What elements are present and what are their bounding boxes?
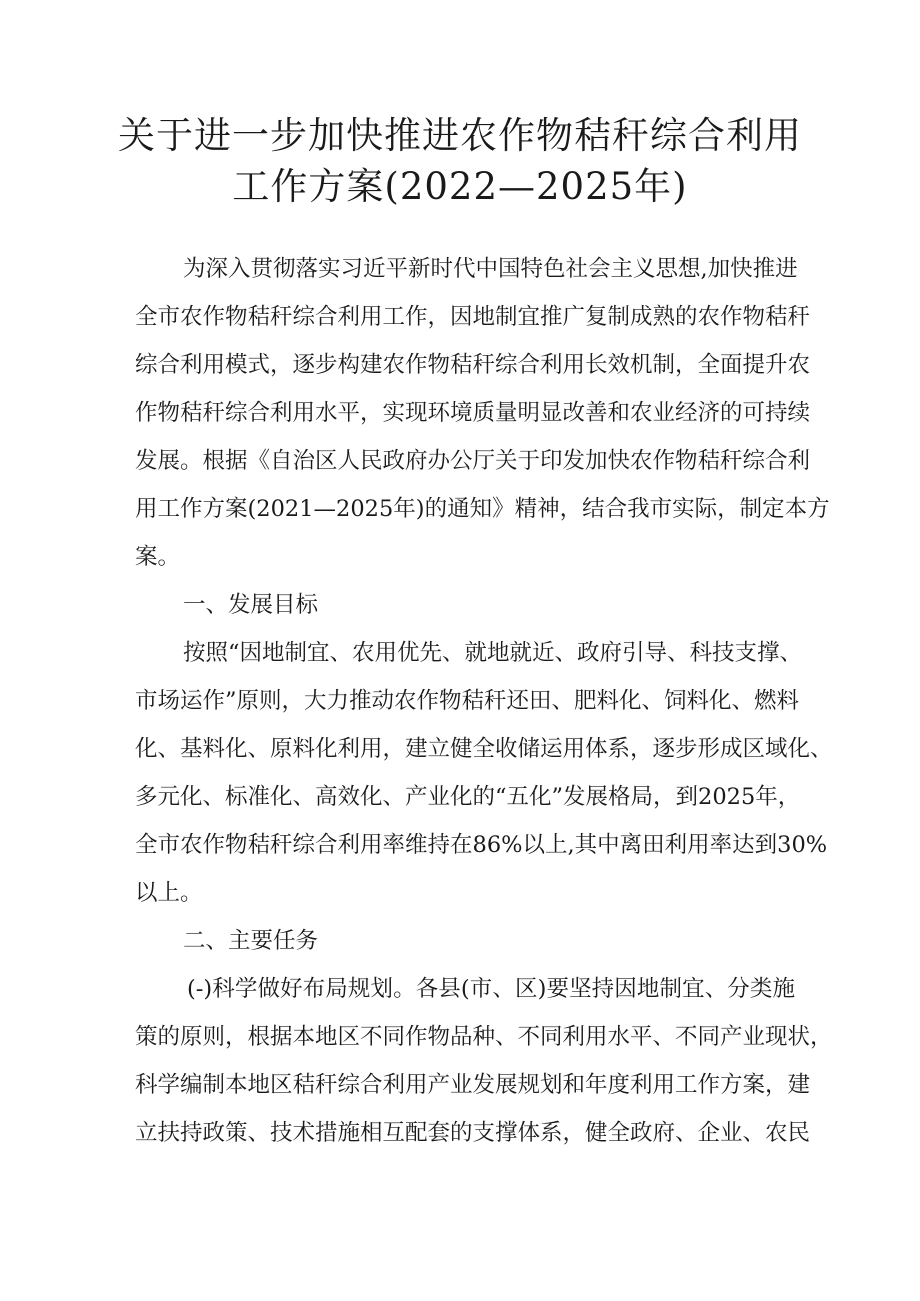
section-heading: 二、主要任务 [183, 928, 319, 954]
text-line: 发展。根据《自治区人民政府办公厅关于印发加快农作物秸秆综合利 [135, 448, 811, 474]
text-line: 为深入贯彻落实习近平新时代中国特色社会主义思想,加快推进 [183, 256, 798, 282]
text-line: 全市农作物秸秆综合利用率维持在86%以上,其中离田利用率达到30% [135, 832, 828, 858]
document-title-line-1: 关于进一步加快推进农作物秸秆综合利用 [118, 114, 802, 157]
text-line: 作物秸秆综合利用水平，实现环境质量明显改善和农业经济的可持续 [135, 400, 811, 426]
paragraph-goals [135, 629, 833, 917]
document-title-line-2: 工作方案(2022—2025年) [232, 165, 688, 208]
section-heading-tasks [135, 917, 795, 965]
text-line: 案。 [135, 544, 181, 570]
text-line: 多元化、标准化、高效化、产业化的“五化”发展格局，到2025年， [135, 784, 801, 810]
text-line: 以上。 [135, 880, 203, 906]
text-line: 综合利用模式，逐步构建农作物秸秆综合利用长效机制，全面提升农 [135, 352, 811, 378]
text-line: 按照“因地制宜、农用优先、就地就近、政府引导、科技支撑、 [183, 640, 803, 666]
text-line: 化、基料化、原料化利用，建立健全收储运用体系，逐步形成区域化、 [135, 736, 833, 762]
text-line: 全市农作物秸秆综合利用工作，因地制宜推广复制成熟的农作物秸秆 [135, 304, 811, 330]
paragraph-tasks [135, 965, 833, 1157]
text-line: 用工作方案(2021—2025年)的通知》精神，结合我市实际，制定本方 [135, 496, 830, 522]
text-line: (-)科学做好布局规划。各县(市、区)要坚持因地制宜、分类施 [187, 976, 795, 1002]
paragraph-intro [135, 245, 830, 581]
text-line: 市场运作”原则，大力推动农作物秸秆还田、肥料化、饲料化、燃料 [135, 688, 800, 714]
section-heading-goals [135, 581, 795, 629]
text-line: 立扶持政策、技术措施相互配套的支撑体系，健全政府、企业、农民 [135, 1120, 811, 1146]
section-heading: 一、发展目标 [183, 592, 319, 618]
document-body [135, 245, 833, 1157]
text-line: 科学编制本地区秸秆综合利用产业发展规划和年度利用工作方案，建 [135, 1072, 811, 1098]
text-line: 策的原则，根据本地区不同作物品种、不同利用水平、不同产业现状， [135, 1024, 833, 1050]
